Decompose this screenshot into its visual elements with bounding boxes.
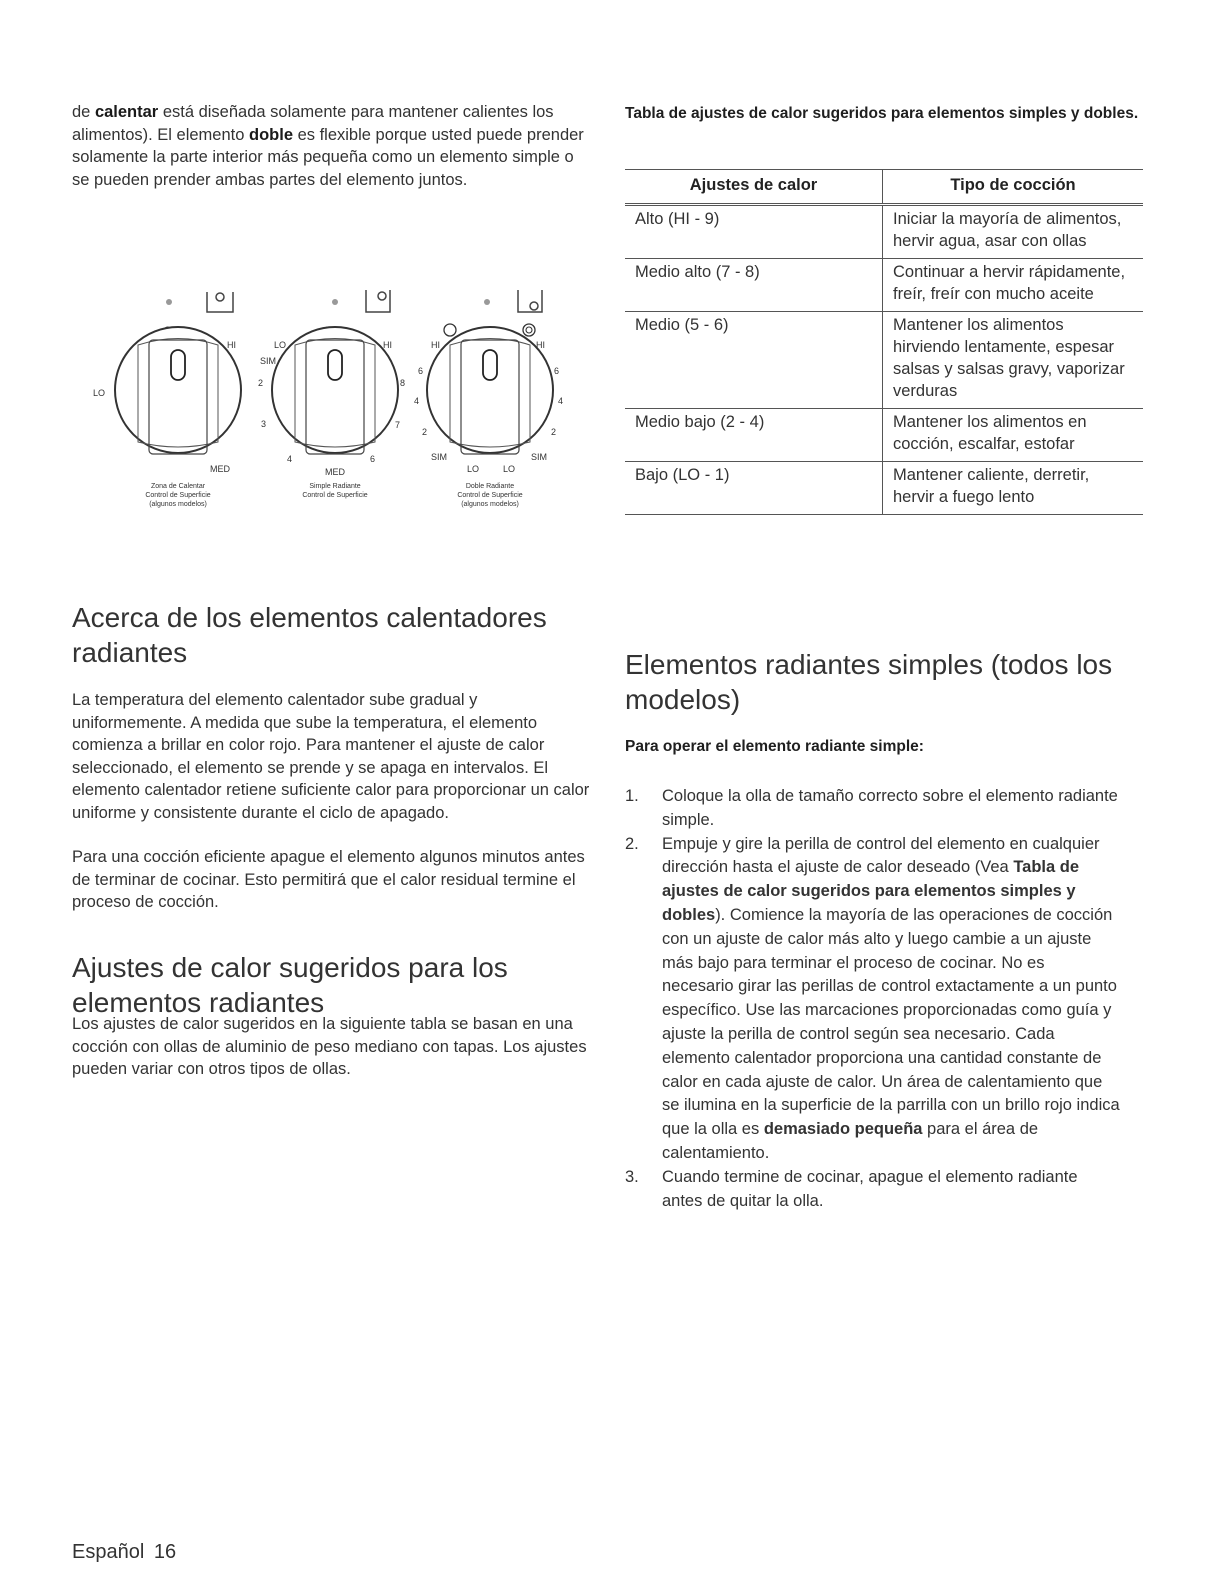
knob3-caption-line1: Doble Radiante bbox=[465, 483, 515, 490]
step-number: 1. bbox=[625, 787, 639, 805]
table-cell-setting: Medio alto (7 - 8) bbox=[625, 259, 883, 312]
warming-zone-knob bbox=[93, 292, 241, 508]
single-radiant-knob bbox=[258, 290, 405, 499]
column-header-cooking-type: Tipo de cocción bbox=[883, 170, 1144, 205]
knob3-lo-left-label: LO bbox=[467, 464, 480, 474]
knob3-sim-right-label: SIM bbox=[531, 452, 548, 462]
knob3-caption-line2: Control de Superficie bbox=[457, 492, 523, 499]
knob1-dial bbox=[115, 327, 241, 453]
knob1-med-label: MED bbox=[210, 464, 230, 474]
knob3-hi-right-label: HI bbox=[536, 340, 545, 350]
table-cell-type: Mantener los alimentos en cocción, escalfar, estofar bbox=[883, 409, 1144, 462]
list-item bbox=[625, 785, 1120, 833]
knob1-caption-line2: Control de Superficie bbox=[145, 492, 211, 499]
radiant-section-heading: Acerca de los elementos calentadores radiantes bbox=[72, 602, 547, 668]
knob2-7-label: 7 bbox=[395, 420, 401, 430]
knob2-dial bbox=[272, 327, 401, 453]
knob2-3-label: 3 bbox=[261, 419, 267, 429]
table-row bbox=[625, 259, 1143, 312]
knob1-hi-label: HI bbox=[227, 340, 236, 350]
knob3-4-left-label: 4 bbox=[414, 396, 420, 406]
warming-zone-symbol-icon bbox=[207, 292, 233, 312]
knob2-4-label: 4 bbox=[287, 454, 293, 464]
table-row bbox=[625, 312, 1143, 409]
table-cell-type: Mantener los alimentos hirviendo lentamente, espesar salsas y salsas gravy, vaporizar verduras bbox=[883, 312, 1144, 409]
table-cell-type: Continuar a hervir rápidamente, freír, freír con mucho aceite bbox=[883, 259, 1144, 312]
step-text: Cuando termine de cocinar, apague el elemento radiante antes de quitar la olla. bbox=[662, 1167, 1078, 1210]
knob3-lo-right-label: LO bbox=[503, 464, 516, 474]
table-cell-setting: Alto (HI - 9) bbox=[625, 205, 883, 259]
table-title: Tabla de ajustes de calor sugeridos para elementos simples y dobles. bbox=[625, 105, 1139, 122]
footer-language: Español bbox=[72, 1541, 145, 1563]
settings-paragraph: Los ajustes de calor sugeridos en la siguiente tabla se basan en una cocción con ollas de aluminio de peso mediano con tapas. Los ajustes pueden variar con otros tipos de ollas. bbox=[72, 1015, 587, 1078]
table-cell-type: Iniciar la mayoría de alimentos, hervir agua, asar con ollas bbox=[883, 205, 1144, 259]
radiant-paragraph-2: Para una cocción eficiente apague el elemento algunos minutos antes de terminar de cocinar. Esto permitirá que el calor residual termine el proceso de cocción. bbox=[72, 848, 585, 911]
page-footer bbox=[72, 1541, 176, 1564]
inner-element-icon bbox=[444, 324, 456, 336]
knob2-2-label: 2 bbox=[258, 378, 264, 388]
intro-bold-calentar: calentar bbox=[94, 103, 159, 121]
step-text: Coloque la olla de tamaño correcto sobre el elemento radiante simple. bbox=[662, 787, 1118, 829]
step-number: 3. bbox=[625, 1167, 639, 1186]
indicator-light-icon bbox=[484, 299, 490, 305]
knob3-2-left-label: 2 bbox=[422, 427, 428, 437]
table-cell-setting: Medio (5 - 6) bbox=[625, 312, 883, 409]
knob2-8-label: 8 bbox=[400, 378, 406, 388]
table-cell-setting: Medio bajo (2 - 4) bbox=[625, 409, 883, 462]
knob2-med-label: MED bbox=[325, 467, 345, 477]
knob2-sim-label: SIM bbox=[260, 356, 277, 366]
knob3-sim-left-label: SIM bbox=[431, 452, 448, 462]
knob2-6-label: 6 bbox=[370, 454, 376, 464]
radiant-paragraph-1: La temperatura del elemento calentador sube gradual y uniformemente. A medida que sube la temperatura, el elemento comienza a brillar en color rojo. Para mantener el ajuste de calor seleccionado, el elemento se prende y se apaga en intervalos. El elemento calentador retiene suficiente calor para proporcionar un calor uniforme y consistente durante el ciclo de apagado. bbox=[72, 691, 590, 822]
indicator-light-icon bbox=[332, 299, 338, 305]
heat-settings-table bbox=[625, 169, 1143, 515]
control-knobs-illustration bbox=[85, 282, 585, 522]
table-row bbox=[625, 205, 1143, 259]
page-number: 16 bbox=[153, 1541, 177, 1563]
intro-bold-doble: doble bbox=[249, 125, 293, 144]
knob3-dial bbox=[427, 327, 553, 453]
knob1-caption-line3: (algunos modelos) bbox=[149, 501, 207, 508]
simple-elements-heading: Elementos radiantes simples (todos los modelos) bbox=[625, 649, 1113, 715]
simple-elements-subheading: Para operar el elemento radiante simple: bbox=[625, 738, 924, 755]
table-row bbox=[625, 409, 1143, 462]
knob3-6-right-label: 6 bbox=[554, 366, 560, 376]
knob3-caption-line3: (algunos modelos) bbox=[461, 501, 519, 508]
list-item bbox=[625, 1166, 1120, 1214]
table-cell-setting: Bajo (LO - 1) bbox=[625, 462, 883, 515]
table-cell-type: Mantener caliente, derretir, hervir a fuego lento bbox=[883, 462, 1144, 515]
knob1-lo-label: LO bbox=[93, 388, 106, 398]
knob2-lo-label: LO bbox=[274, 340, 287, 350]
dual-element-icon bbox=[523, 324, 535, 336]
dual-radiant-knob bbox=[414, 290, 563, 508]
indicator-light-icon bbox=[166, 299, 172, 305]
single-element-symbol-icon bbox=[366, 290, 390, 312]
knob3-hi-left-label: HI bbox=[431, 340, 440, 350]
step-number: 2. bbox=[625, 834, 639, 853]
table-header-row bbox=[625, 170, 1143, 205]
knob1-caption-line1: Zona de Calentar bbox=[150, 483, 206, 490]
intro-paragraph: de calentar está diseñada solamente para mantener calientes los alimentos). El elemento doble es flexible porque usted puede prender solamente la parte interior más pequeña como un elemento simple o se pueden prender ambas partes del elemento juntos. bbox=[72, 103, 584, 189]
dual-element-symbol-icon bbox=[518, 290, 542, 312]
settings-section-heading: Ajustes de calor sugeridos para los elementos radiantes bbox=[72, 952, 508, 1018]
knob3-4-right-label: 4 bbox=[558, 396, 564, 406]
knob2-caption-line2: Control de Superficie bbox=[302, 492, 368, 499]
list-item: 2. Empuje y gire la perilla de control del elemento en cualquier dirección hasta el ajuste de calor deseado (Vea Tabla de ajustes de calor sugeridos para elementos simples y dobles). Comience la mayoría de las operaciones de cocción con un ajuste de calor más alto y luego cambie a un ajuste más bajo para terminar el proceso de cocinar. No es necesario girar las perillas de control extactamente a un punto específico. Use las marcaciones proporcionadas como guía y ajuste la perilla de control según sea necesario. Cada elemento calentador proporciona una cantidad constante de calor en cada ajuste de calor. Un área de calentamiento que se ilumina en la superficie de la parrilla con un brillo rojo indica que la olla es demasiado pequeña para el área de calentamiento. bbox=[625, 834, 1120, 1162]
knob2-caption-line1: Simple Radiante bbox=[309, 483, 361, 490]
knob3-2-right-label: 2 bbox=[551, 427, 557, 437]
emphasis-too-small: demasiado pequeña bbox=[763, 1120, 923, 1139]
knob3-6-left-label: 6 bbox=[418, 366, 424, 376]
table-row bbox=[625, 462, 1143, 515]
operation-steps-list bbox=[625, 785, 1120, 1213]
column-header-settings: Ajustes de calor bbox=[625, 170, 883, 205]
table-reference: Tabla de ajustes de calor sugeridos para elementos simples y dobles bbox=[662, 858, 1080, 924]
knob2-hi-label: HI bbox=[383, 340, 392, 350]
